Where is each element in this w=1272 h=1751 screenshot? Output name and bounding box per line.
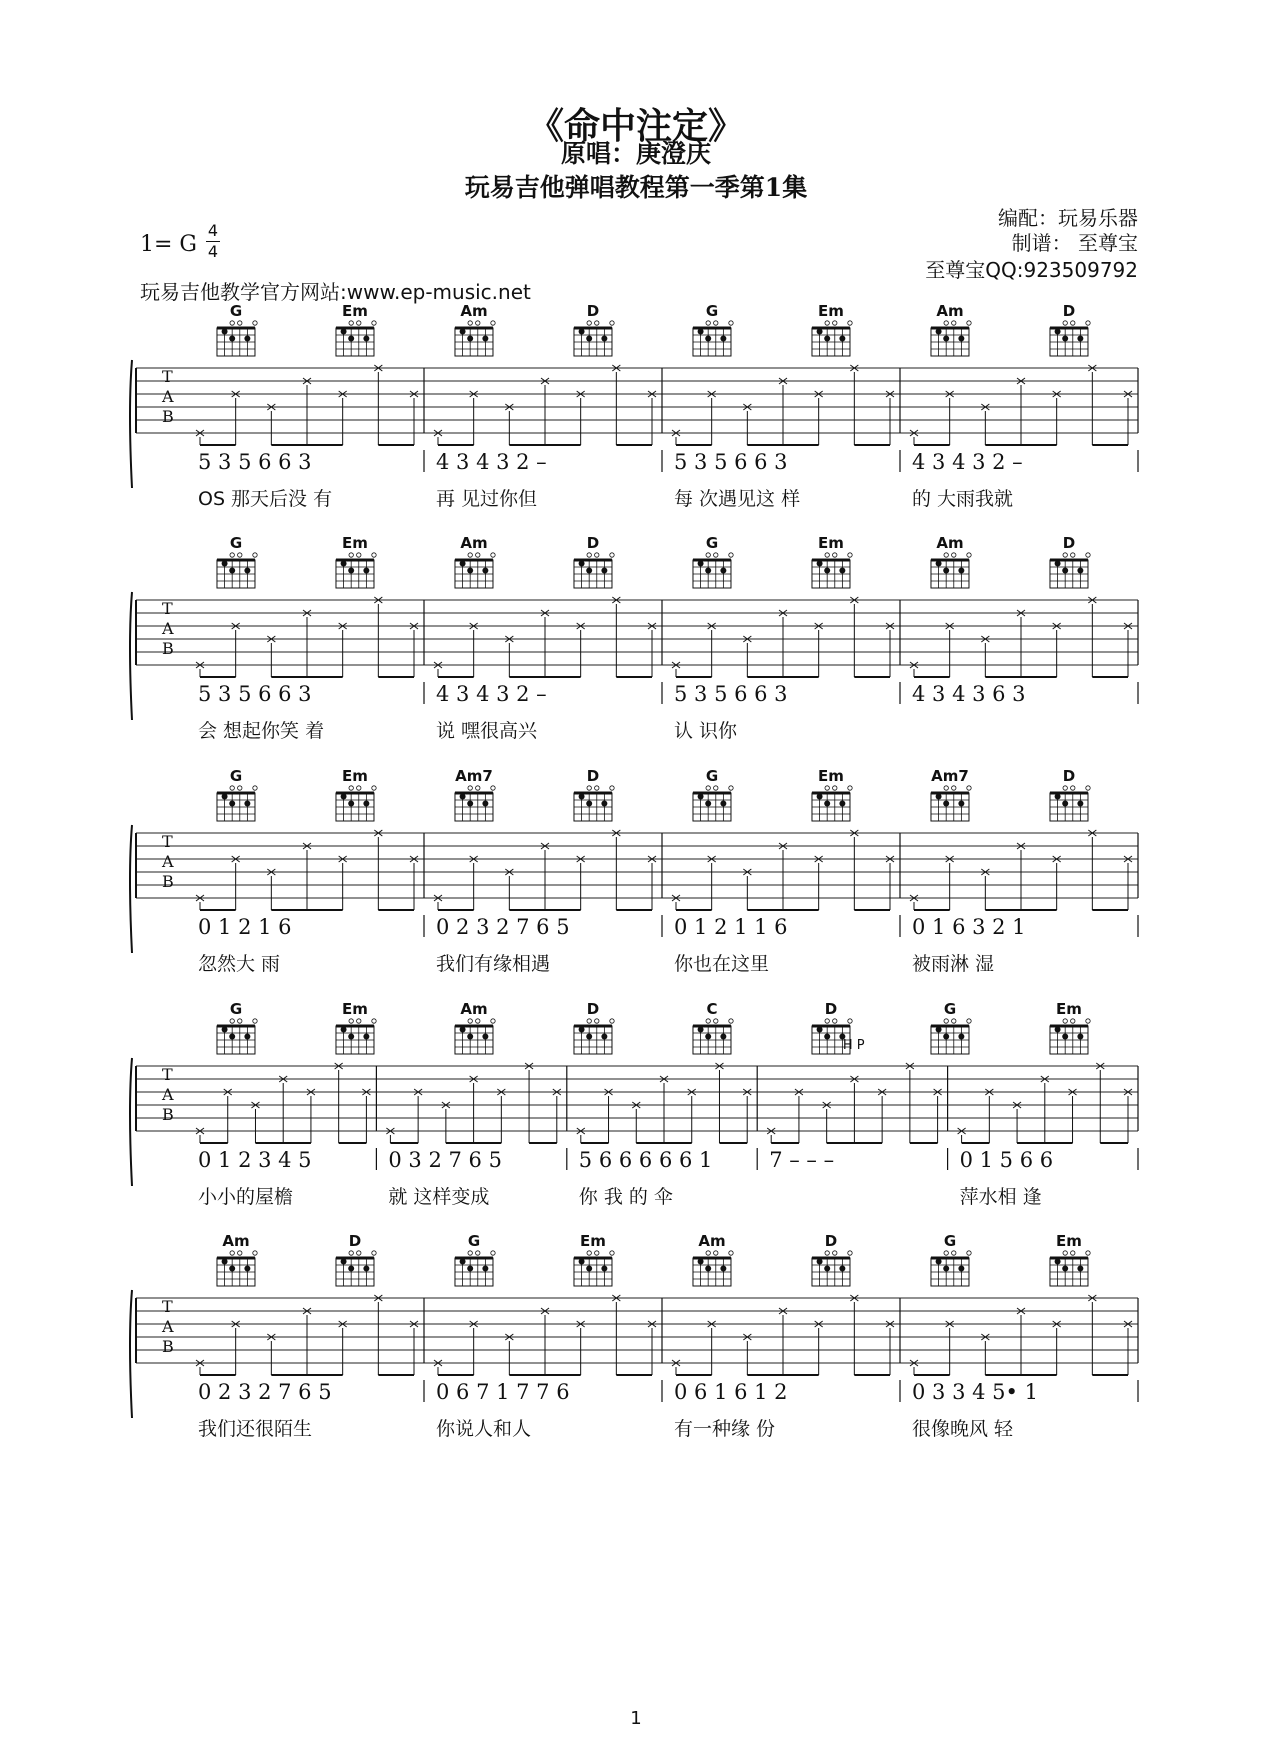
jianpu-measure: 0 3 3 4 5• 1 <box>912 1380 1038 1404</box>
strum-mark <box>577 623 585 677</box>
strum-mark <box>307 1089 315 1143</box>
chord-diagram <box>693 553 733 588</box>
chord-diagram <box>812 786 852 821</box>
strum-mark <box>886 1321 894 1375</box>
lyric-line: 很像晚风 轻 <box>912 1418 1014 1440</box>
tab-clef-letter: B <box>162 1337 174 1356</box>
strum-mark <box>442 1102 450 1143</box>
lyric-line: 有一种缘 份 <box>674 1418 776 1440</box>
strum-mark <box>981 636 989 677</box>
tab-clef-letter: T <box>162 1297 173 1316</box>
tab-clef-letter: T <box>162 832 173 851</box>
strum-mark <box>886 391 894 445</box>
chord-name: Am <box>222 1232 250 1250</box>
tab-clef-letter: A <box>162 387 174 406</box>
tab-clef-letter: T <box>162 1065 173 1084</box>
chord-name: D <box>1062 534 1076 552</box>
chord-name: D <box>586 534 600 552</box>
lyric-line: 认 识你 <box>674 720 738 742</box>
strum-mark <box>339 391 347 445</box>
lyric-line: 每 次遇见这 样 <box>674 488 801 510</box>
chord-name: Am <box>460 1000 488 1018</box>
strum-mark <box>196 430 204 445</box>
jianpu-measure: 5 3 5 6 6 3 <box>674 450 788 474</box>
strum-mark <box>648 623 656 677</box>
jianpu-measure: 5 3 5 6 6 3 <box>198 682 312 706</box>
lyric-line: 我们还很陌生 <box>198 1418 313 1440</box>
strum-mark <box>1124 623 1132 677</box>
strum-mark <box>434 662 442 677</box>
chord-name: G <box>229 767 243 785</box>
chord-name: G <box>943 1000 957 1018</box>
strum-mark <box>708 623 716 677</box>
strum-mark <box>886 856 894 910</box>
jianpu-measure: 5 3 5 6 6 3 <box>674 682 788 706</box>
strum-mark <box>632 1102 640 1143</box>
qq-contact: 至尊宝QQ:923509792 <box>925 258 1138 282</box>
strum-mark <box>541 378 549 445</box>
strum-mark <box>470 1321 478 1375</box>
chord-name: G <box>229 1000 243 1018</box>
jianpu-measure: 0 1 6 3 2 1 <box>912 915 1026 939</box>
strum-mark <box>577 856 585 910</box>
strum-mark <box>279 1076 287 1143</box>
chord-diagram <box>931 786 971 821</box>
jianpu-measure: 0 2 3 2 7 6 5 <box>198 1380 332 1404</box>
strum-mark <box>1053 856 1061 910</box>
chord-diagram <box>217 1019 257 1054</box>
chord-name: Em <box>342 534 368 552</box>
time-signature <box>206 222 220 261</box>
chord-name: Am7 <box>455 767 493 785</box>
chord-name: G <box>705 767 719 785</box>
strum-mark <box>505 404 513 445</box>
chord-name: D <box>1062 302 1076 320</box>
tab-clef-letter: A <box>162 852 174 871</box>
strum-mark <box>1017 610 1025 677</box>
strum-mark <box>779 843 787 910</box>
chord-diagram <box>574 321 614 356</box>
chord-name: Em <box>818 534 844 552</box>
strum-mark <box>1053 391 1061 445</box>
chord-diagram <box>574 786 614 821</box>
jianpu-measure: 0 1 2 3 4 5 <box>198 1148 312 1172</box>
strum-mark <box>577 1321 585 1375</box>
jianpu-measure: 0 6 7 1 7 7 6 <box>436 1380 570 1404</box>
lyric-line: 再 见过你但 <box>436 488 538 510</box>
chord-diagram <box>455 1019 495 1054</box>
strum-mark <box>743 404 751 445</box>
chord-name: Em <box>580 1232 606 1250</box>
chord-name: G <box>943 1232 957 1250</box>
strum-mark <box>303 843 311 910</box>
strum-mark <box>434 430 442 445</box>
chord-name: Am <box>936 302 964 320</box>
strum-mark <box>224 1089 232 1143</box>
course-name: 玩易吉他弹唱教程第一季第1集 <box>464 173 808 202</box>
meter-top: 4 <box>207 221 219 240</box>
chord-diagram <box>931 321 971 356</box>
chord-diagram <box>931 1251 971 1286</box>
strum-mark <box>708 391 716 445</box>
strum-mark <box>1017 1308 1025 1375</box>
chord-name: D <box>824 1000 838 1018</box>
strum-mark <box>795 1089 803 1143</box>
lyric-line: 你 我 的 伞 <box>578 1186 673 1208</box>
lyric-line: 萍水相 逢 <box>959 1186 1042 1208</box>
strum-mark <box>434 895 442 910</box>
lyric-line: 小小的屋檐 <box>198 1186 294 1208</box>
strum-mark <box>648 1321 656 1375</box>
jianpu-measure: 4 3 4 3 2 – <box>436 450 547 474</box>
strum-mark <box>386 1128 394 1143</box>
chord-name: D <box>1062 767 1076 785</box>
strum-mark <box>743 1089 751 1143</box>
jianpu-measure: 5 3 5 6 6 3 <box>198 450 312 474</box>
strum-mark <box>303 610 311 677</box>
strum-mark <box>946 623 954 677</box>
key-signature: 1= G <box>140 232 197 257</box>
strum-mark <box>779 1308 787 1375</box>
strum-mark <box>410 623 418 677</box>
chord-name: Am <box>460 302 488 320</box>
strum-mark <box>688 1089 696 1143</box>
strum-mark <box>196 662 204 677</box>
chord-diagram <box>217 321 257 356</box>
strum-mark <box>410 391 418 445</box>
strum-mark <box>743 869 751 910</box>
strum-mark <box>815 391 823 445</box>
jianpu-measure: 0 3 2 7 6 5 <box>388 1148 502 1172</box>
strum-mark <box>672 430 680 445</box>
chord-diagram <box>1050 553 1090 588</box>
strum-mark <box>743 636 751 677</box>
tab-clef-letter: B <box>162 639 174 658</box>
strum-mark <box>1041 1076 1049 1143</box>
strum-mark <box>196 895 204 910</box>
strum-mark <box>767 1128 775 1143</box>
strum-mark <box>985 1089 993 1143</box>
jianpu-measure: 0 1 2 1 1 6 <box>674 915 788 939</box>
hammer-pull-marking: H P <box>842 1038 865 1053</box>
strum-mark <box>267 869 275 910</box>
strum-mark <box>553 1089 561 1143</box>
strum-mark <box>410 1321 418 1375</box>
chord-name: Am <box>460 534 488 552</box>
tab-clef-letter: T <box>162 367 173 386</box>
chord-diagram <box>1050 1019 1090 1054</box>
strum-mark <box>470 856 478 910</box>
strum-mark <box>981 869 989 910</box>
lyric-line: 说 嘿很高兴 <box>436 720 538 742</box>
chord-name: Am <box>936 534 964 552</box>
lyric-line: 你说人和人 <box>436 1418 532 1440</box>
strum-mark <box>267 404 275 445</box>
chord-diagram <box>574 1251 614 1286</box>
strum-mark <box>672 895 680 910</box>
strum-mark <box>267 636 275 677</box>
chord-diagram <box>812 321 852 356</box>
strum-mark <box>232 1321 240 1375</box>
strum-mark <box>946 1321 954 1375</box>
lyric-line: 我们有缘相遇 <box>436 953 551 975</box>
chord-diagram <box>574 553 614 588</box>
chord-name: Am <box>698 1232 726 1250</box>
strum-mark <box>303 1308 311 1375</box>
strum-mark <box>505 869 513 910</box>
strum-mark <box>470 1076 478 1143</box>
tab-clef-letter: A <box>162 1085 174 1104</box>
lyric-line: 被雨淋 湿 <box>912 953 995 975</box>
strum-mark <box>577 1128 585 1143</box>
strum-mark <box>1053 1321 1061 1375</box>
chord-diagram <box>455 321 495 356</box>
tab-clef-letter: B <box>162 407 174 426</box>
chord-name: C <box>706 1000 718 1018</box>
strum-mark <box>672 662 680 677</box>
strum-mark <box>823 1102 831 1143</box>
page-number: 1 <box>630 1708 642 1729</box>
tab-clef-letter: A <box>162 619 174 638</box>
strum-mark <box>1017 843 1025 910</box>
meter-bottom: 4 <box>207 242 219 261</box>
chord-name: Em <box>342 767 368 785</box>
strum-mark <box>1124 391 1132 445</box>
strum-mark <box>362 1089 370 1143</box>
chord-name: D <box>586 767 600 785</box>
strum-mark <box>815 856 823 910</box>
strum-mark <box>910 1360 918 1375</box>
strum-mark <box>886 623 894 677</box>
chord-diagram <box>931 1019 971 1054</box>
chord-name: D <box>824 1232 838 1250</box>
chord-diagram <box>217 786 257 821</box>
jianpu-measure: 0 1 5 6 6 <box>959 1148 1054 1172</box>
strum-mark <box>708 1321 716 1375</box>
chord-diagram <box>574 1019 614 1054</box>
chord-name: G <box>705 302 719 320</box>
strum-mark <box>660 1076 668 1143</box>
song-title: 《命中注定》 <box>527 105 744 147</box>
chord-name: G <box>229 302 243 320</box>
transcriber: 制谱： 至尊宝 <box>1011 231 1138 255</box>
strum-mark <box>232 391 240 445</box>
lyric-line: OS 那天后没 有 <box>198 488 333 510</box>
strum-mark <box>981 1334 989 1375</box>
chord-name: D <box>348 1232 362 1250</box>
chord-diagram <box>693 321 733 356</box>
chord-name: Em <box>1056 1000 1082 1018</box>
jianpu-measure: 0 6 1 6 1 2 <box>674 1380 788 1404</box>
chord-name: Em <box>1056 1232 1082 1250</box>
strum-mark <box>779 378 787 445</box>
strum-mark <box>605 1089 613 1143</box>
chord-diagram <box>693 1251 733 1286</box>
tab-clef-letter: T <box>162 599 173 618</box>
tab-clef-letter: B <box>162 872 174 891</box>
chord-diagram <box>812 1251 852 1286</box>
strum-mark <box>648 856 656 910</box>
website: 玩易吉他教学官方网站:www.ep-music.net <box>140 280 531 304</box>
strum-mark <box>1053 623 1061 677</box>
strum-mark <box>497 1089 505 1143</box>
strum-mark <box>470 623 478 677</box>
chord-name: Am7 <box>931 767 969 785</box>
strum-mark <box>339 1321 347 1375</box>
strum-mark <box>434 1360 442 1375</box>
strum-mark <box>267 1334 275 1375</box>
chord-name: Em <box>818 767 844 785</box>
strum-mark <box>1013 1102 1021 1143</box>
tab-clef-letter: B <box>162 1105 174 1124</box>
chord-diagram <box>1050 786 1090 821</box>
strum-mark <box>850 1076 858 1143</box>
jianpu-measure: 7 – – – <box>769 1148 835 1172</box>
chord-diagram <box>455 553 495 588</box>
strum-mark <box>672 1360 680 1375</box>
strum-mark <box>251 1102 259 1143</box>
strum-mark <box>708 856 716 910</box>
lyric-line: 的 大雨我就 <box>912 488 1014 510</box>
strum-mark <box>339 856 347 910</box>
jianpu-measure: 0 2 3 2 7 6 5 <box>436 915 570 939</box>
jianpu-measure: 4 3 4 3 2 – <box>436 682 547 706</box>
strum-mark <box>1124 1321 1132 1375</box>
strum-mark <box>196 1360 204 1375</box>
strum-mark <box>541 1308 549 1375</box>
chord-diagram <box>217 553 257 588</box>
jianpu-measure: 4 3 4 3 2 – <box>912 450 1023 474</box>
chord-diagram <box>455 1251 495 1286</box>
strum-mark <box>946 391 954 445</box>
strum-mark <box>470 391 478 445</box>
chord-diagram <box>217 1251 257 1286</box>
strum-mark <box>779 610 787 677</box>
strum-mark <box>1017 378 1025 445</box>
original-singer: 原唱：庚澄庆 <box>560 139 711 168</box>
strum-mark <box>981 404 989 445</box>
strum-mark <box>815 623 823 677</box>
chord-name: G <box>467 1232 481 1250</box>
chord-name: Em <box>342 1000 368 1018</box>
chord-name: Em <box>342 302 368 320</box>
lyric-line: 你也在这里 <box>674 953 770 975</box>
strum-mark <box>339 623 347 677</box>
lyric-line: 忽然大 雨 <box>198 953 281 975</box>
strum-mark <box>414 1089 422 1143</box>
jianpu-measure: 4 3 4 3 6 3 <box>912 682 1026 706</box>
strum-mark <box>541 610 549 677</box>
chord-name: Em <box>818 302 844 320</box>
arranger: 编配：玩易乐器 <box>998 206 1138 230</box>
strum-mark <box>958 1128 966 1143</box>
strum-mark <box>815 1321 823 1375</box>
strum-mark <box>648 391 656 445</box>
tab-clef-letter: A <box>162 1317 174 1336</box>
chord-diagram <box>336 553 376 588</box>
lyric-line: 会 想起你笑 着 <box>198 720 325 742</box>
lyric-line: 就 这样变成 <box>388 1186 490 1208</box>
chord-diagram <box>1050 1251 1090 1286</box>
strum-mark <box>878 1089 886 1143</box>
strum-mark <box>410 856 418 910</box>
strum-mark <box>743 1334 751 1375</box>
strum-mark <box>505 636 513 677</box>
strum-mark <box>196 1128 204 1143</box>
strum-mark <box>303 378 311 445</box>
jianpu-measure: 0 1 2 1 6 <box>198 915 292 939</box>
chord-diagram <box>693 1019 733 1054</box>
jianpu-measure: 5 6 6 6 6 6 1 <box>578 1148 713 1172</box>
chord-diagram <box>455 786 495 821</box>
strum-mark <box>577 391 585 445</box>
chord-name: D <box>586 302 600 320</box>
strum-mark <box>910 895 918 910</box>
chord-diagram <box>693 786 733 821</box>
strum-mark <box>1124 1089 1132 1143</box>
chord-diagram <box>1050 321 1090 356</box>
chord-diagram <box>336 786 376 821</box>
chord-diagram <box>336 1019 376 1054</box>
chord-diagram <box>812 553 852 588</box>
strum-mark <box>1124 856 1132 910</box>
strum-mark <box>934 1089 942 1143</box>
strum-mark <box>910 662 918 677</box>
chord-diagram <box>931 553 971 588</box>
strum-mark <box>541 843 549 910</box>
chord-diagram <box>336 1251 376 1286</box>
strum-mark <box>232 623 240 677</box>
strum-mark <box>505 1334 513 1375</box>
strum-mark <box>1069 1089 1077 1143</box>
strum-mark <box>946 856 954 910</box>
chord-name: D <box>586 1000 600 1018</box>
strum-mark <box>232 856 240 910</box>
chord-name: G <box>229 534 243 552</box>
strum-mark <box>910 430 918 445</box>
chord-diagram <box>336 321 376 356</box>
chord-name: G <box>705 534 719 552</box>
